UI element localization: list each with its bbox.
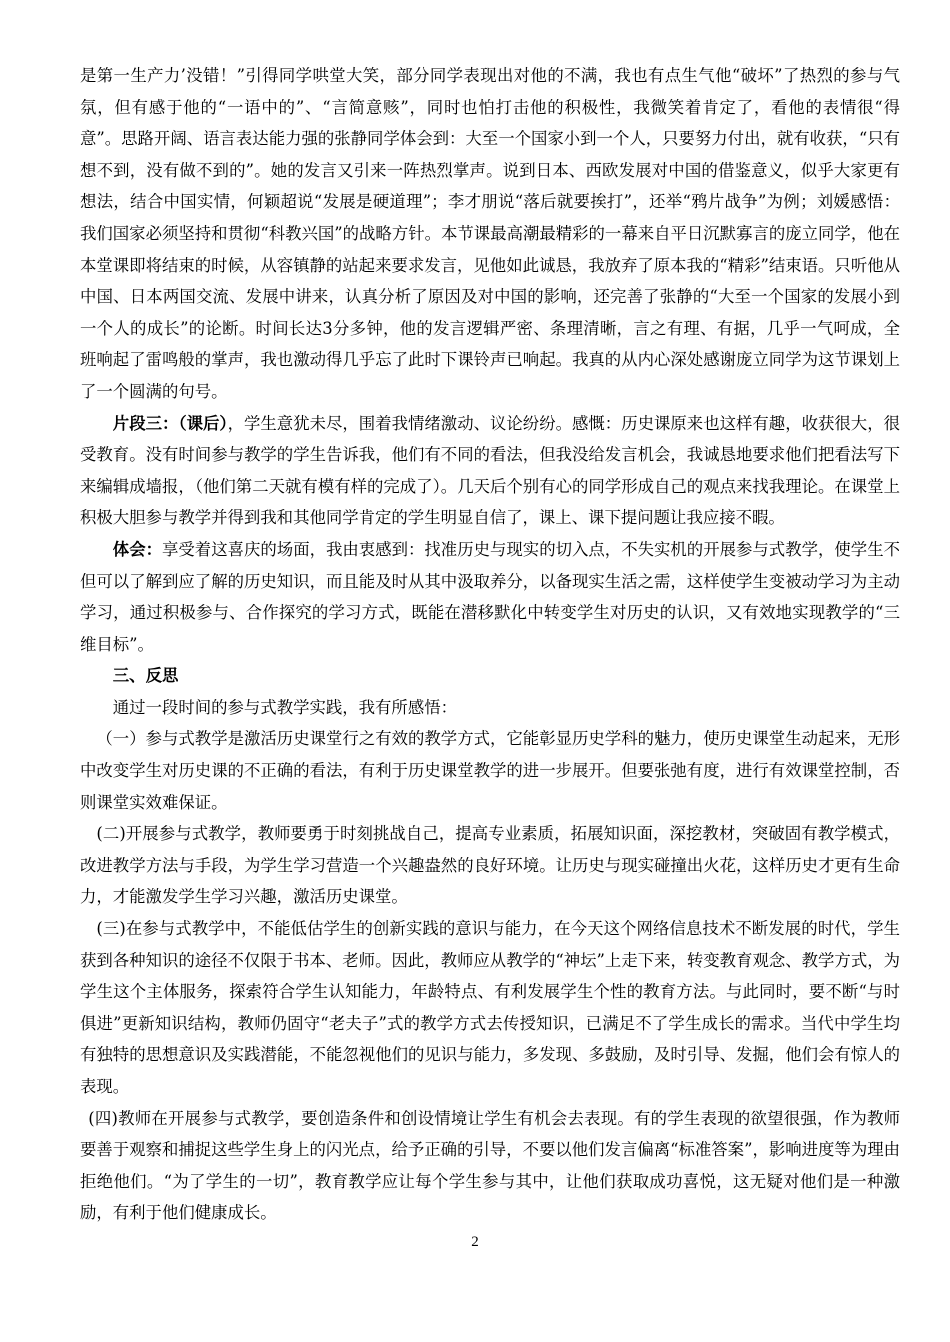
document-body <box>80 60 900 1229</box>
page-number: 2 <box>471 1234 479 1250</box>
segment-three-text: ，学生意犹未尽，围着我情绪激动、议论纷纷。感慨：历史课原来也这样有趣，收获很大，很受教育。没有时间参与教学的学生告诉我，他们有不同的看法，但我没给发言机会，我诚恳地要求他们把看法写下来编辑成墙报，（他们第二天就有模有样的完成了）。几天后个别有心的同学形成自己的观点来找我理论。在课堂上积极大胆参与教学并得到我和其他同学肯定的学生明显自信了，课上、课下提问题让我应接不暇。 <box>80 413 901 528</box>
insight-label: 体会： <box>112 539 162 559</box>
reflection-intro: 通过一段时间的参与式教学实践，我有所感悟： <box>112 697 457 717</box>
paragraph-segment-three <box>80 408 900 534</box>
insight-text: 享受着这喜庆的场面，我由衷感到：找准历史与现实的切入点，不失实机的开展参与式教学，使学生不但可以了解到应了解的历史知识，而且能及时从其中汲取养分，以备现实生活之需，这样使学生变被动学习为主动学习，通过积极参与、合作探究的学习方式，既能在潜移默化中转变学生对历史的认识，又有效地实现教学的“三维目标”。 <box>80 539 900 654</box>
section-heading-reflection: 三、反思 <box>112 666 179 686</box>
reflection-point-2: (二)开展参与式教学，教师要勇于时刻挑战自己，提高专业素质，拓展知识面，深挖教材，突破固有教学模式，改进教学方法与手段，为学生学习营造一个兴趣盎然的良好环境。让历史与现实碰撞出火花，这样历史才更有生命力，才能激发学生学习兴趣，激活历史课堂。 <box>80 824 900 907</box>
paragraph-continuation: 是第一生产力’没错！”引得同学哄堂大笑，部分同学表现出对他的不满，我也有点生气他“破坏”了热烈的参与气氛，但有感于他的“一语中的”、“言简意赅”，同时也怕打击他的积极性，我微笑着肯定了，看他的表情很“得意”。思路开阔、语言表达能力强的张静同学体会到：大至一个国家小到一个人，只要努力付出，就有收获，“只有想不到，没有做不到的”。她的发言又引来一阵热烈掌声。说到日本、西欧发展对中国的借鉴意义，似乎大家更有想法，结合中国实情，何颖超说“发展是硬道理”；李才朋说“落后就要挨打”，还举“鸦片战争”为例；刘媛感悟：我们国家必须坚持和贯彻“科教兴国”的战略方针。本节课最高潮最精彩的一幕来自平日沉默寡言的庞立同学，他在本堂课即将结束的时候，从容镇静的站起来要求发言，见他如此诚恳，我放弃了原本我的“精彩”结束语。只听他从中国、日本两国交流、发展中讲来，认真分析了原因及对中国的影响，还完善了张静的“大至一个国家的发展小到一个人的成长”的论断。时间长达3分多钟，他的发言逻辑严密、条理清晰，言之有理、有据，几乎一气呵成，全班响起了雷鸣般的掌声，我也激动得几乎忘了此时下课铃声已响起。我真的从内心深处感谢庞立同学为这节课划上了一个圆满的句号。 <box>80 66 900 401</box>
reflection-point-3: (三)在参与式教学中，不能低估学生的创新实践的意识与能力，在今天这个网络信息技术不断发展的时代，学生获到各种知识的途径不仅限于书本、老师。因此，教师应从教学的“神坛”上走下来，转变教育观念、教学方式，为学生这个主体服务，探索符合学生认知能力，年龄特点、有利发展学生个性的教育方法。与此同时，要不断“与时俱进”更新知识结构，教师仍固守“老夫子”式的教学方式去传授知识，已满足不了学生成长的需求。当代中学生均有独特的思想意识及实践潜能，不能忽视他们的见识与能力，多发现、多鼓励，及时引导、发掘，他们会有惊人的表现。 <box>80 919 900 1096</box>
reflection-point-1: （一）参与式教学是激活历史课堂行之有效的教学方式，它能彰显历史学科的魅力，使历史课堂生动起来，无形中改变学生对历史课的不正确的看法，有利于历史课堂教学的进一步展开。但要张弛有度，进行有效课堂控制，否则课堂实效难保证。 <box>80 729 900 812</box>
segment-three-label: 片段三：（课后） <box>112 413 228 433</box>
paragraph-insight <box>80 534 900 660</box>
reflection-point-4: (四)教师在开展参与式教学，要创造条件和创设情境让学生有机会去表现。有的学生表现的欲望很强，作为教师要善于观察和捕捉这些学生身上的闪光点，给予正确的引导，不要以他们发言偏离“标准答案”，影响进度等为理由拒绝他们。“为了学生的一切”，教育教学应让每个学生参与其中，让他们获取成功喜悦，这无疑对他们是一种激励，有利于他们健康成长。 <box>80 1108 900 1223</box>
